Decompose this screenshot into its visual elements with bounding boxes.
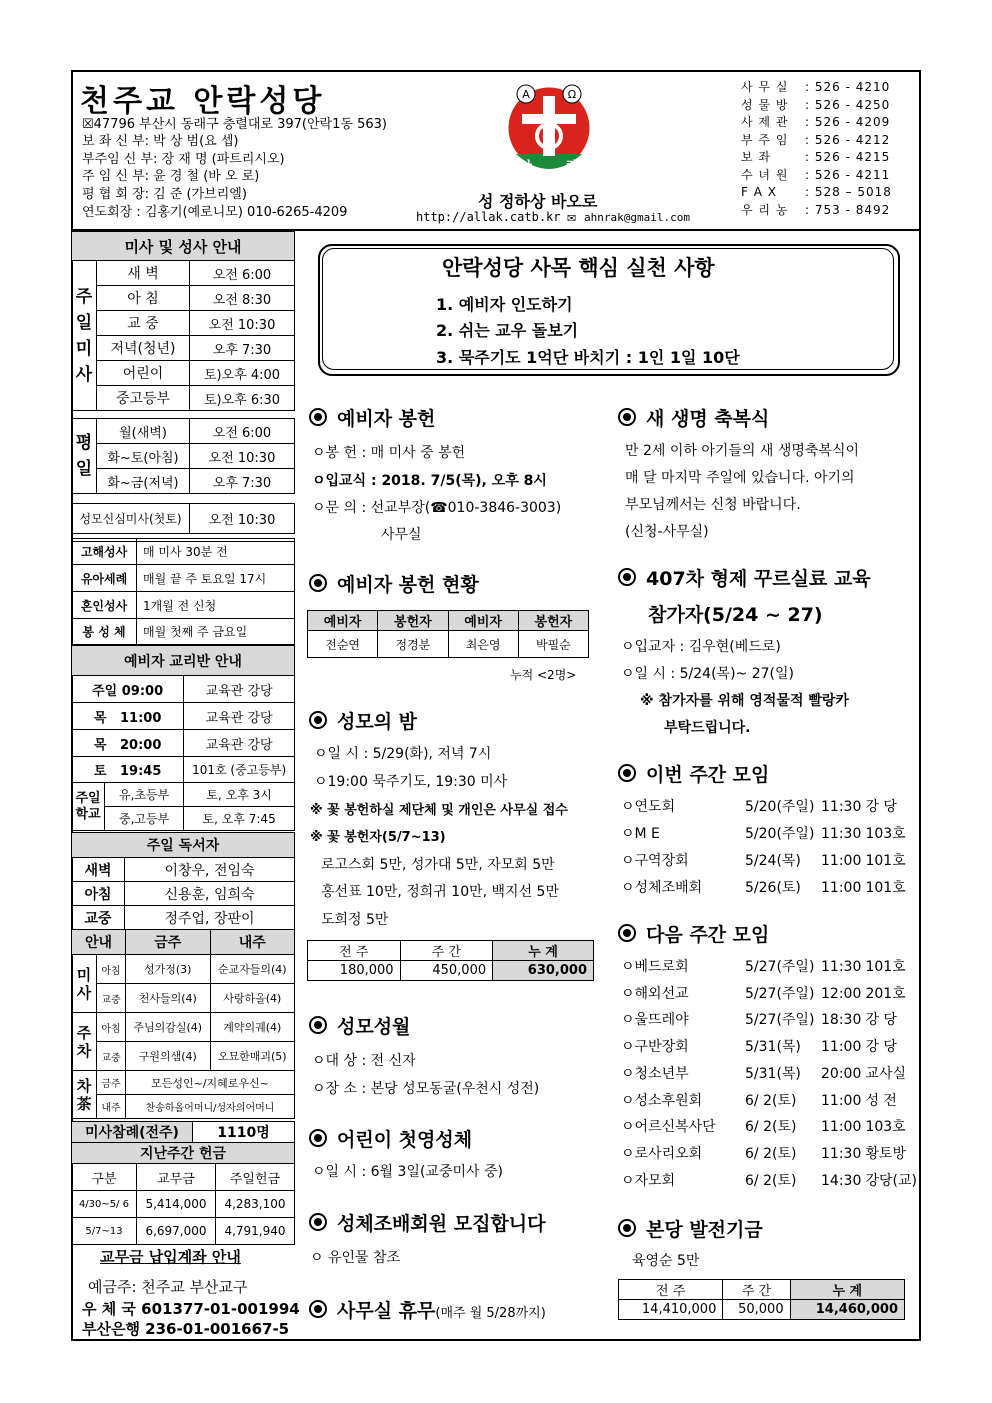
sacrament-value: 매월 끝 주 토요일 17시 — [137, 565, 295, 592]
offering-dues: 6,697,000 — [137, 1218, 216, 1245]
mass-title: 미사 및 성사 안내 — [72, 232, 295, 261]
phone-row: 사 무 실 : 526 - 4210 — [741, 80, 891, 94]
guide-row-name: 교중 — [97, 984, 126, 1013]
staff-1: 보 좌 신 부: 박 상 범(요 셉) — [82, 134, 239, 149]
parish-logo-icon — [494, 76, 604, 186]
guide-next-week: 계약의궤(4) — [210, 1013, 295, 1042]
guide-next-week: 사랑하올(4) — [210, 984, 295, 1013]
mass-time: 오전 10:30 — [190, 444, 295, 469]
staff-2: 부주임 신 부: 장 재 명 (파트리시오) — [82, 152, 285, 167]
mail-icon: ✉ — [567, 212, 577, 225]
mass-name: 새 벽 — [97, 261, 190, 286]
text-line: ㅇ입교자 : 김우현(베드로) — [621, 639, 781, 655]
sum-cell: 630,000 — [493, 961, 594, 981]
section-title-this-week: 이번 주간 모임 — [618, 760, 769, 787]
sum-header: 주 간 — [400, 941, 493, 961]
email-link[interactable]: ahnrak@gmail.com — [584, 211, 690, 224]
class-place: 101호 (중고등부) — [184, 757, 295, 783]
account-line: 부산은행 236-01-001667-5 — [82, 1320, 290, 1338]
meeting-row: ㅇ구역장회 5/24(목) 11:00 101호 — [621, 853, 906, 869]
text-line: ㅇ장 소 : 본당 성모동굴(우천시 성전) — [312, 1081, 540, 1097]
logo-omega: Ω — [567, 88, 577, 101]
guide-row-name: 내주 — [97, 1095, 126, 1119]
meeting-row: ㅇ청소년부 5/31(목) 20:00 교사실 — [621, 1066, 907, 1082]
text-line: ※ 꽃 봉헌자(5/7~13) — [310, 830, 446, 845]
reader-names: 신용훈, 임희숙 — [125, 882, 295, 906]
text-line: ㅇ일 시 : 5/24(목)~ 27(일) — [621, 666, 794, 682]
staff-3: 주 임 신 부: 윤 경 철 (바 오 로) — [82, 169, 260, 184]
class-place: 교육관 강당 — [184, 676, 295, 703]
guide-parking-label: 주 차 — [72, 1013, 97, 1071]
attendance-value: 1110명 — [193, 1122, 295, 1143]
text-line: 매 달 마지막 주일에 있습니다. 아기의 — [625, 470, 855, 486]
text-line: ※ 참가자를 위해 영적물적 빨랑카 — [640, 693, 849, 709]
sum-cell: 450,000 — [400, 961, 493, 981]
phone-row: 부 주 임 : 526 - 4212 — [741, 132, 891, 147]
sum-header: 전 주 — [308, 941, 401, 961]
section-title-fund: 본당 발전기금 — [618, 1215, 763, 1242]
sum-cell: 14,460,000 — [790, 1300, 904, 1320]
attendance-table — [71, 1121, 295, 1143]
text-line: ㅇ19:00 묵주기도, 19:30 미사 — [314, 774, 508, 790]
school-time: 토, 오후 3시 — [184, 783, 295, 807]
class-place: 교육관 강당 — [184, 703, 295, 730]
meeting-row: ㅇM E 5/20(주일) 11:30 103호 — [621, 826, 906, 842]
class-day: 목 11:00 — [72, 703, 184, 730]
text-line: 부탁드립니다. — [664, 720, 751, 736]
guide-row-name: 금주 — [97, 1071, 126, 1095]
guide-header: 금주 — [126, 930, 211, 955]
mass-name: 아 침 — [97, 286, 190, 311]
guide-this-week: 구원의샘(4) — [126, 1042, 211, 1071]
account-line: 우 체 국 601377-01-001994 — [82, 1300, 300, 1318]
bullet-icon — [618, 408, 636, 426]
core-item: 2. 쉬는 교우 돌보기 — [436, 321, 579, 340]
guide-mass-label: 미 사 — [72, 955, 97, 1013]
status-cell: 정경분 — [378, 631, 448, 658]
reader-mass: 아침 — [72, 882, 125, 906]
catechumen-title: 예비자 교리반 안내 — [72, 646, 295, 676]
status-header: 예비자 — [308, 611, 378, 631]
offering-period: 4/30~5/ 6 — [72, 1191, 137, 1218]
text-line: 도희정 5만 — [321, 912, 389, 928]
text-line: ㅇ일 시 : 6월 3일(교중미사 중) — [312, 1164, 503, 1180]
mass-name: 중고등부 — [97, 386, 190, 411]
offering-title: 지난주간 헌금 — [72, 1143, 295, 1164]
logo-an: 안 — [520, 159, 532, 173]
text-line: ㅇ대 상 : 전 신자 — [312, 1053, 416, 1069]
text-line: 로고스회 5만, 성가대 5만, 자모회 5만 — [321, 857, 555, 873]
phone-row: 사 제 관 : 526 - 4209 — [741, 115, 891, 129]
guide-row-name: 교중 — [97, 1042, 126, 1071]
class-place: 교육관 강당 — [184, 730, 295, 757]
sum-cell: 50,000 — [723, 1300, 790, 1320]
readers-title: 주일 독서자 — [72, 833, 295, 858]
mass-time: 오전 10:30 — [190, 311, 295, 336]
logo-year: 1984 — [540, 168, 558, 176]
status-header: 예비자 — [448, 611, 518, 631]
sum-header: 누 계 — [493, 941, 594, 961]
mass-table — [71, 231, 295, 542]
status-cell: 최은영 — [448, 631, 518, 658]
sunday-mass-label: 주 일 미 사 — [72, 261, 97, 411]
guide-table — [71, 929, 295, 1119]
phone-row: 성 물 방 : 526 - 4250 — [741, 97, 891, 112]
guide-next-week: 순교자들의(4) — [210, 955, 295, 984]
phone-row: 우 리 농 : 753 - 8492 — [741, 202, 891, 217]
meeting-row: ㅇ자모회 6/ 2(토) 14:30 강당(교) — [621, 1173, 917, 1189]
account-title: 교무금 납입계좌 안내 — [100, 1248, 241, 1266]
guide-this-week: 성가정(3) — [126, 955, 211, 984]
text-line: 육영순 5만 — [632, 1253, 700, 1269]
school-name: 중,고등부 — [105, 807, 184, 831]
meeting-row: ㅇ울뜨레야 5/27(주일) 18:30 강 당 — [621, 1012, 897, 1028]
offering-sunday: 4,283,100 — [216, 1191, 295, 1218]
mass-time: 오전 8:30 — [190, 286, 295, 311]
sacrament-name: 봉 성 체 — [72, 619, 137, 645]
mass-name: 화~금(저녁) — [97, 469, 190, 494]
reader-names: 정주업, 장판이 — [125, 906, 295, 930]
text-line: 만 2세 이하 아기들의 새 생명축복식이 — [625, 443, 860, 459]
bullet-icon — [309, 574, 327, 592]
section-title-office: 사무실 휴무(매주 월 5/28까지) — [309, 1296, 546, 1323]
offering-period: 5/7~13 — [72, 1218, 137, 1245]
text-line: 사무실 — [381, 527, 422, 543]
phone-row: 수 녀 원 : 526 - 4211 — [741, 167, 891, 182]
heart-mass-name: 성모신심미사(첫토) — [72, 504, 190, 534]
mass-name: 교 중 — [97, 311, 190, 336]
account-line: 예금주: 천주교 부산교구 — [88, 1278, 248, 1296]
phone-list — [741, 79, 892, 219]
sum-header: 주 간 — [723, 1280, 790, 1300]
meeting-row: ㅇ성체조배회 5/26(토) 11:00 101호 — [621, 880, 906, 896]
meeting-row: ㅇ베드로회 5/27(주일) 11:30 101호 — [621, 959, 906, 975]
offering-header: 구분 — [72, 1164, 137, 1191]
school-time: 토, 오후 7:45 — [184, 807, 295, 831]
mass-time: 오후 7:30 — [190, 469, 295, 494]
phone-row: 보 좌 : 526 - 4215 — [741, 150, 891, 164]
offering-header: 주일헌금 — [216, 1164, 295, 1191]
mass-name: 화~토(아침) — [97, 444, 190, 469]
section-title-cursillo-2: 참가자(5/24 ~ 27) — [648, 604, 823, 626]
status-cell: 박필순 — [518, 631, 588, 658]
address: ☒47796 부산시 동래구 충렬대로 397(안락1동 563) — [82, 117, 387, 132]
status-total: 누적 <2명> — [510, 668, 577, 682]
bullet-icon — [309, 1300, 327, 1318]
reader-mass: 교중 — [72, 906, 125, 930]
class-day: 목 20:00 — [72, 730, 184, 757]
sacrament-name: 고해성사 — [72, 539, 137, 565]
guide-next-week: 오묘한매괴(5) — [210, 1042, 295, 1071]
meeting-row: ㅇ로사리오회 6/ 2(토) 11:30 황토방 — [621, 1146, 907, 1162]
text-line: 부모님께서는 신청 바랍니다. — [625, 497, 801, 513]
catechumen-class-table — [71, 645, 295, 831]
mass-time: 토)오후 6:30 — [190, 386, 295, 411]
text-line: ㅇ문 의 : 선교부장(☎010-3846-3003) — [312, 500, 562, 516]
fund-sum-table — [618, 1279, 905, 1320]
staff-5: 연도회장 : 김홍기(예로니모) 010-6265-4209 — [82, 205, 348, 220]
sum-cell: 180,000 — [308, 961, 401, 981]
section-title-adoration: 성체조배회원 모집합니다 — [309, 1209, 546, 1236]
section-title-catechumen: 예비자 봉헌 — [309, 404, 435, 431]
text-line: ㅇ 유인물 참조 — [310, 1250, 401, 1266]
phone-row: F A X : 528 – 5018 — [741, 185, 892, 199]
meeting-row: ㅇ해외선교 5/27(주일) 12:00 201호 — [621, 986, 906, 1002]
section-title-mary-night: 성모의 밤 — [309, 707, 417, 734]
bullet-icon — [309, 711, 327, 729]
text-line: 홍선표 10만, 정희귀 10만, 백지선 5만 — [321, 884, 559, 900]
guide-this-week: 천사들의(4) — [126, 984, 211, 1013]
section-title-blessing: 새 생명 축복식 — [618, 404, 769, 431]
guide-header: 내주 — [210, 930, 295, 955]
guide-this-week: 주님의감실(4) — [126, 1013, 211, 1042]
guide-tea-value: 모든성인~/지혜로우신~ — [126, 1071, 295, 1095]
sum-header: 누 계 — [790, 1280, 904, 1300]
logo-rak: 락 — [566, 159, 578, 173]
status-header: 봉헌자 — [518, 611, 588, 631]
guide-row-name: 아침 — [97, 955, 126, 984]
offering-dues: 5,414,000 — [137, 1191, 216, 1218]
bullet-icon — [309, 1129, 327, 1147]
sunday-school-label: 주일 학교 — [72, 783, 105, 831]
readers-table — [71, 832, 295, 930]
bullet-icon — [618, 924, 636, 942]
patron-name: 성 정하상 바오로 — [478, 192, 598, 211]
school-name: 유,초등부 — [105, 783, 184, 807]
staff-4: 평 협 회 장: 김 준 (가브리엘) — [82, 187, 247, 202]
sacrament-value: 매월 첫째 주 금요일 — [137, 619, 295, 645]
offering-sunday: 4,791,940 — [216, 1218, 295, 1245]
status-table — [307, 610, 589, 658]
attendance-label: 미사참례(전주) — [72, 1122, 193, 1143]
status-header: 봉헌자 — [378, 611, 448, 631]
meeting-row: ㅇ성소후원회 6/ 2(토) 11:00 성 전 — [621, 1093, 897, 1109]
mass-time: 오후 7:30 — [190, 336, 295, 361]
weekday-mass-label: 평 일 — [72, 419, 97, 494]
class-day: 토 19:45 — [72, 757, 184, 783]
meeting-row: ㅇ구반장회 5/31(목) 11:00 강 당 — [621, 1039, 897, 1055]
meeting-row: ㅇ연도회 5/20(주일) 11:30 강 당 — [621, 799, 897, 815]
guide-tea-label: 차 茶 — [72, 1071, 97, 1119]
guide-row-name: 아침 — [97, 1013, 126, 1042]
section-title-may: 성모성월 — [309, 1012, 410, 1039]
guide-tea-value: 찬송하올어머니/성자의어머니 — [126, 1095, 295, 1119]
bullet-icon — [309, 1213, 327, 1231]
mass-name: 월(새벽) — [97, 419, 190, 444]
mass-name: 어린이 — [97, 361, 190, 386]
core-title: 안락성당 사목 핵심 실천 사항 — [442, 256, 715, 280]
text-line: (신청-사무실) — [625, 524, 709, 540]
guide-header: 안내 — [72, 930, 126, 955]
text-line: ㅇ입교식 : 2018. 7/5(목), 오후 8시 — [312, 473, 547, 489]
offering-header: 교무금 — [137, 1164, 216, 1191]
logo-alpha: A — [522, 88, 530, 101]
sum-header: 전 주 — [619, 1280, 723, 1300]
bullet-icon — [618, 764, 636, 782]
sacrament-value: 1개월 전 신청 — [137, 592, 295, 619]
class-day: 주일 09:00 — [72, 676, 184, 703]
section-title-cursillo: 407차 형제 꾸르실료 교육 — [618, 564, 871, 591]
core-item: 3. 묵주기도 1억단 바치기 : 1인 1일 10단 — [436, 348, 740, 367]
section-title-communion: 어린이 첫영성체 — [309, 1125, 472, 1152]
bullet-icon — [618, 1219, 636, 1237]
bullet-icon — [618, 568, 636, 586]
mass-name: 저녁(청년) — [97, 336, 190, 361]
mass-time: 오전 6:00 — [190, 261, 295, 286]
sacrament-table — [71, 538, 295, 645]
text-line: ※ 꽃 봉헌하실 제단체 및 개인은 사무실 접수 — [310, 803, 568, 818]
sum-cell: 14,410,000 — [619, 1300, 723, 1320]
heart-mass-time: 오전 10:30 — [190, 504, 295, 534]
bullet-icon — [309, 1016, 327, 1034]
status-cell: 전순연 — [308, 631, 378, 658]
sacrament-name: 유아세례 — [72, 565, 137, 592]
mary-night-sum-table — [307, 940, 594, 981]
reader-names: 이창우, 전임숙 — [125, 858, 295, 882]
offering-table — [71, 1142, 295, 1245]
page-title: 천주교 안락성당 — [80, 84, 326, 119]
text-line: ㅇ일 시 : 5/29(화), 저녁 7시 — [314, 746, 492, 762]
section-title-status: 예비자 봉헌 현황 — [309, 570, 479, 597]
sacrament-name: 혼인성사 — [72, 592, 137, 619]
section-title-next-week: 다음 주간 모임 — [618, 920, 769, 947]
text-line: ㅇ봉 헌 : 매 미사 중 봉헌 — [312, 445, 466, 461]
mass-time: 오전 6:00 — [190, 419, 295, 444]
mass-time: 토)오후 4:00 — [190, 361, 295, 386]
sacrament-value: 매 미사 30분 전 — [137, 539, 295, 565]
bullet-icon — [309, 408, 327, 426]
meeting-row: ㅇ어르신복사단 6/ 2(토) 11:00 103호 — [621, 1119, 906, 1135]
reader-mass: 새벽 — [72, 858, 125, 882]
homepage-link[interactable]: http://allak.catb.kr — [416, 210, 561, 224]
core-item: 1. 예비자 인도하기 — [436, 295, 573, 314]
